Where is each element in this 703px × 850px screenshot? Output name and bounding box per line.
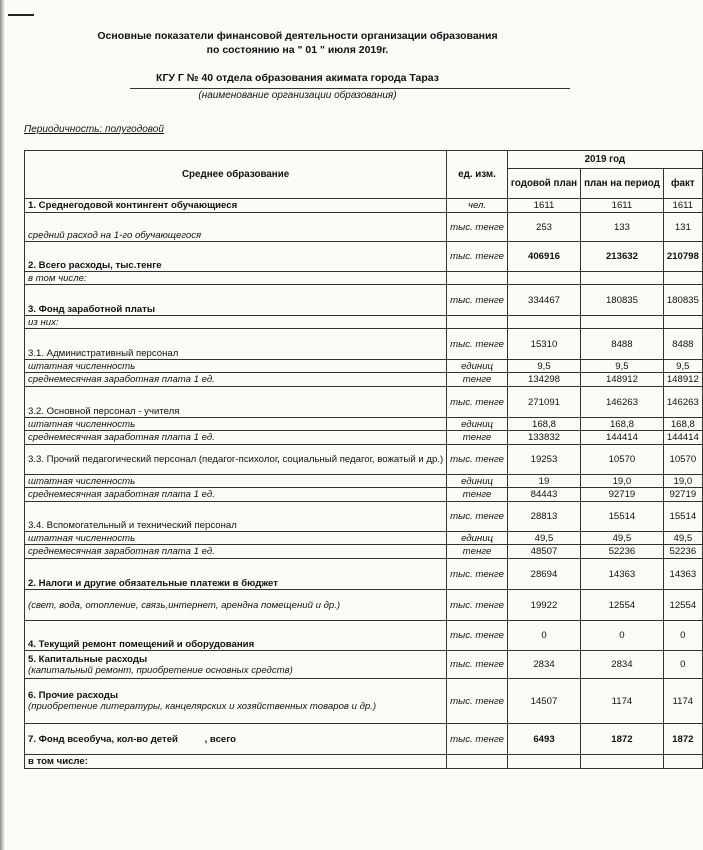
table-row	[25, 418, 703, 431]
row-unit: чел.	[447, 199, 508, 213]
row-plan-year: 49,5	[507, 532, 580, 545]
row-plan-year: 15310	[507, 329, 580, 360]
row-plan-period: 49,5	[581, 532, 664, 545]
table-row	[25, 242, 703, 272]
row-fact: 148912	[663, 373, 702, 387]
row-unit: тыс. тенге	[447, 387, 508, 418]
row-label: 6. Прочие расходы	[28, 690, 119, 701]
header-label: Среднее образование	[25, 151, 447, 199]
table-row	[25, 387, 703, 418]
row-fact: 14363	[663, 559, 702, 590]
row-fact: 52236	[663, 545, 702, 559]
table-row	[25, 213, 703, 242]
table-row	[25, 532, 703, 545]
row-fact: 131	[663, 213, 702, 242]
row-label: из них:	[25, 316, 447, 329]
row-label: 2. Налоги и другие обязательные платежи в бюджет	[25, 559, 447, 590]
row-fact: 0	[663, 621, 702, 651]
row-label-group	[25, 651, 447, 679]
row-label: среднемесячная заработная плата 1 ед.	[25, 431, 447, 445]
table-row	[25, 545, 703, 559]
row-label: 3.1. Административный персонал	[25, 329, 447, 360]
empty-cell	[507, 316, 580, 329]
row-unit: тыс. тенге	[447, 651, 508, 679]
table-row	[25, 272, 703, 285]
row-fact: 12554	[663, 590, 702, 621]
table-row	[25, 431, 703, 445]
row-sublabel: (приобретение литературы, канцелярских и хозяйственных товаров и др.)	[28, 701, 377, 712]
row-label: 3.3. Прочий педагогический персонал (педагог-психолог, социальный педагог, вожатый и др.)	[25, 445, 447, 475]
row-fact: 0	[663, 651, 702, 679]
row-label: средний расход на 1-го обучающегося	[25, 213, 447, 242]
row-unit: тыс. тенге	[447, 679, 508, 724]
header-unit: ед. изм.	[447, 151, 508, 199]
table-row	[25, 445, 703, 475]
header-fact: факт	[663, 169, 702, 199]
table-row	[25, 502, 703, 532]
row-label: среднемесячная заработная плата 1 ед.	[25, 545, 447, 559]
row-plan-period: 146263	[581, 387, 664, 418]
header-plan-period: план на период	[581, 169, 664, 199]
row-unit: тыс. тенге	[447, 590, 508, 621]
organization-caption: (наименование организации образования)	[198, 90, 397, 101]
organization-name: КГУ Г № 40 отдела образования акимата города Тараз	[156, 72, 439, 84]
row-unit	[447, 755, 508, 769]
row-plan-year: 48507	[507, 545, 580, 559]
row-plan-year: 134298	[507, 373, 580, 387]
row-label: 5. Капитальные расходы	[28, 653, 148, 665]
row-label: 2. Всего расходы, тыс.тенге	[25, 242, 447, 272]
table-row	[25, 316, 703, 329]
row-label: в том числе:	[25, 272, 447, 285]
scan-edge	[0, 0, 5, 850]
row-label: (свет, вода, отопление, связь,интернет, арендна помещений и др.)	[25, 590, 447, 621]
empty-cell	[581, 272, 664, 285]
row-plan-year: 9,5	[507, 360, 580, 373]
row-plan-year: 334467	[507, 285, 580, 316]
row-label-group	[25, 679, 447, 724]
row-unit: тенге	[447, 431, 508, 445]
row-fact: 210798	[663, 242, 702, 272]
row-label: штатная численность	[25, 532, 447, 545]
row-plan-period: 92719	[581, 488, 664, 502]
table-row	[25, 679, 703, 724]
report-date: по состоянию на " 01 " июля 2019г.	[206, 44, 389, 56]
empty-cell	[663, 755, 702, 769]
empty-cell	[507, 755, 580, 769]
row-label: 1. Среднегодовой контингент обучающиеся	[25, 199, 447, 213]
row-label: в том числе:	[25, 755, 447, 769]
table-row	[25, 329, 703, 360]
row-label: штатная численность	[25, 360, 447, 373]
table-row	[25, 621, 703, 651]
row-plan-period: 14363	[581, 559, 664, 590]
header-plan-year: годовой план	[507, 169, 580, 199]
row-fact: 168,8	[663, 418, 702, 431]
row-unit: тыс. тенге	[447, 724, 508, 755]
row-fact: 8488	[663, 329, 702, 360]
row-fact: 19,0	[663, 475, 702, 488]
table-row	[25, 590, 703, 621]
row-plan-period: 52236	[581, 545, 664, 559]
row-unit: тыс. тенге	[447, 213, 508, 242]
empty-cell	[507, 272, 580, 285]
table-row	[25, 475, 703, 488]
row-fact: 1872	[663, 724, 702, 755]
row-plan-year: 19	[507, 475, 580, 488]
row-plan-year: 271091	[507, 387, 580, 418]
row-plan-year: 84443	[507, 488, 580, 502]
row-unit: тыс. тенге	[447, 329, 508, 360]
report-title: Основные показатели финансовой деятельности организации образования	[97, 30, 498, 42]
row-plan-period: 144414	[581, 431, 664, 445]
row-plan-period: 2834	[581, 651, 664, 679]
row-sublabel: (капитальный ремонт, приобретение основных средств)	[28, 664, 293, 676]
table-row	[25, 559, 703, 590]
row-unit: тенге	[447, 488, 508, 502]
empty-cell	[663, 272, 702, 285]
row-fact: 1174	[663, 679, 702, 724]
row-unit: единиц	[447, 475, 508, 488]
row-plan-year: 19253	[507, 445, 580, 475]
row-plan-year: 6493	[507, 724, 580, 755]
header-year: 2019 год	[507, 151, 702, 169]
row-plan-year: 2834	[507, 651, 580, 679]
row-plan-year: 406916	[507, 242, 580, 272]
row-plan-year: 0	[507, 621, 580, 651]
row-plan-period: 1872	[581, 724, 664, 755]
row-label: 3.4. Вспомогательный и технический персонал	[25, 502, 447, 532]
row-unit: тыс. тенге	[447, 445, 508, 475]
row-label: 7. Фонд всеобуча, кол-во детей , всего	[25, 724, 447, 755]
row-unit: тыс. тенге	[447, 242, 508, 272]
row-plan-year: 28694	[507, 559, 580, 590]
row-plan-period: 168,8	[581, 418, 664, 431]
row-plan-period: 0	[581, 621, 664, 651]
row-unit: тыс. тенге	[447, 502, 508, 532]
row-plan-year: 28813	[507, 502, 580, 532]
row-fact: 49,5	[663, 532, 702, 545]
row-label: среднемесячная заработная плата 1 ед.	[25, 488, 447, 502]
row-plan-period: 213632	[581, 242, 664, 272]
table-row	[25, 199, 703, 213]
row-plan-period: 10570	[581, 445, 664, 475]
row-fact: 180835	[663, 285, 702, 316]
row-unit: тыс. тенге	[447, 559, 508, 590]
row-plan-year: 1611	[507, 199, 580, 213]
row-unit	[447, 272, 508, 285]
empty-cell	[581, 755, 664, 769]
row-fact: 146263	[663, 387, 702, 418]
row-plan-period: 133	[581, 213, 664, 242]
row-plan-period: 180835	[581, 285, 664, 316]
row-plan-period: 15514	[581, 502, 664, 532]
row-plan-year: 253	[507, 213, 580, 242]
row-unit: тенге	[447, 545, 508, 559]
row-fact: 9,5	[663, 360, 702, 373]
row-unit	[447, 316, 508, 329]
financial-table	[24, 150, 703, 769]
row-plan-year: 133832	[507, 431, 580, 445]
row-plan-year: 14507	[507, 679, 580, 724]
row-plan-year: 168,8	[507, 418, 580, 431]
row-fact: 92719	[663, 488, 702, 502]
row-unit: единиц	[447, 532, 508, 545]
row-fact: 1611	[663, 199, 702, 213]
table-row	[25, 724, 703, 755]
table-row	[25, 651, 703, 679]
table-row	[25, 360, 703, 373]
row-plan-period: 1174	[581, 679, 664, 724]
row-label: штатная численность	[25, 418, 447, 431]
row-label: штатная численность	[25, 475, 447, 488]
row-plan-period: 19,0	[581, 475, 664, 488]
row-fact: 10570	[663, 445, 702, 475]
row-label: 3.2. Основной персонал - учителя	[25, 387, 447, 418]
row-label: 4. Текущий ремонт помещений и оборудования	[25, 621, 447, 651]
table-row	[25, 488, 703, 502]
row-fact: 15514	[663, 502, 702, 532]
row-plan-year: 19922	[507, 590, 580, 621]
empty-cell	[663, 316, 702, 329]
row-label: среднемесячная заработная плата 1 ед.	[25, 373, 447, 387]
row-plan-period: 1611	[581, 199, 664, 213]
row-fact: 144414	[663, 431, 702, 445]
row-plan-period: 8488	[581, 329, 664, 360]
row-unit: тыс. тенге	[447, 285, 508, 316]
empty-cell	[581, 316, 664, 329]
row-unit: тыс. тенге	[447, 621, 508, 651]
table-row	[25, 755, 703, 769]
row-plan-period: 12554	[581, 590, 664, 621]
organization-underline	[130, 88, 570, 89]
table-row	[25, 373, 703, 387]
row-unit: единиц	[447, 418, 508, 431]
row-plan-period: 148912	[581, 373, 664, 387]
periodicity: Периодичность: полугодовой	[24, 124, 164, 135]
row-label: 3. Фонд заработной платы	[25, 285, 447, 316]
corner-dash	[8, 14, 34, 16]
row-unit: единиц	[447, 360, 508, 373]
row-unit: тенге	[447, 373, 508, 387]
table-row	[25, 285, 703, 316]
row-plan-period: 9,5	[581, 360, 664, 373]
